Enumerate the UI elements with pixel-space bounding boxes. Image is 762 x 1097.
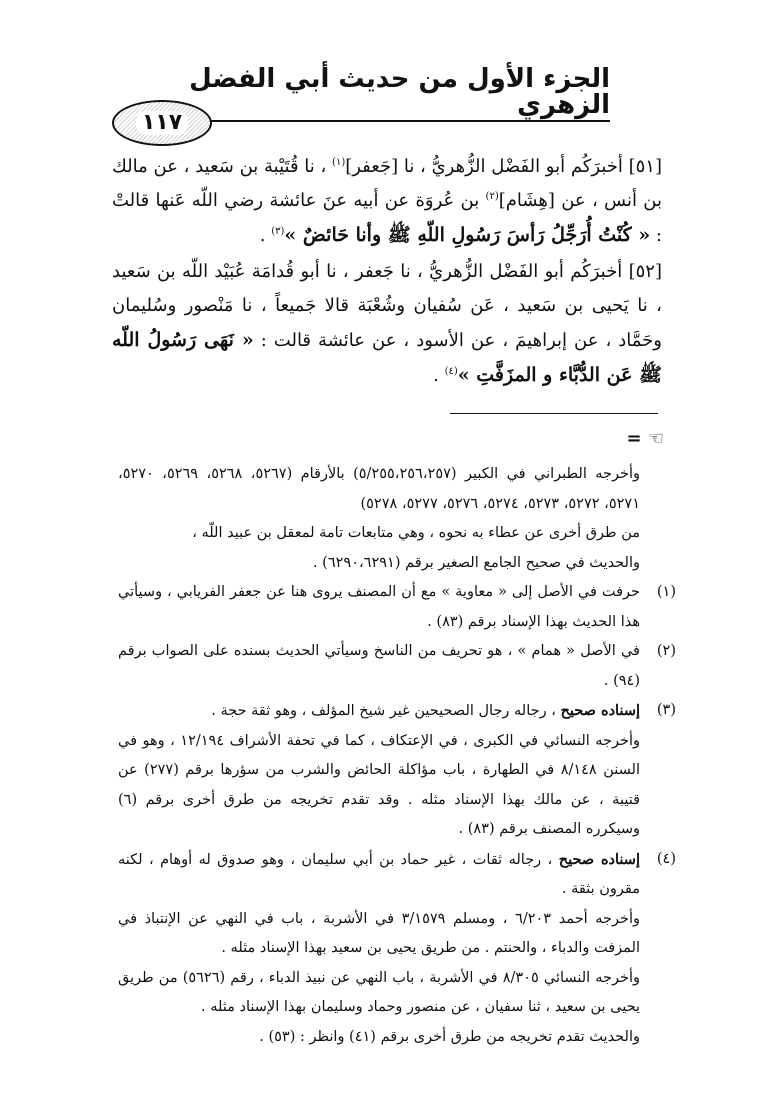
footnote-text: وأخرجه النسائي ٨/٣٠٥ في الأشربة ، باب النهي عن نبيذ الدباء ، رقم (٥٦٢٦) من طريق يحيى بن سعيد ، ثنا سفيان ، عن منصور وحماد وسليمان بهذا الإسناد مثله .	[118, 969, 640, 1015]
footnote-text: ، رجاله رجال الصحيحين غير شيخ المؤلف ، وهو ثقة حجة .	[211, 703, 561, 719]
footnote-ref[interactable]: (٤)	[444, 366, 458, 377]
footnotes	[118, 460, 676, 1052]
footnote-number: (٢)	[656, 643, 676, 659]
footnote-lead	[118, 845, 640, 905]
hadith-number: [٥١]	[628, 156, 662, 177]
main-text	[112, 150, 662, 395]
isnad-grade: إسناده صحيح	[558, 850, 640, 868]
hadith-text: بن عُروَة عن أبيه عنَ عائشة رضي اللّه عَنها قالتْ :	[112, 190, 662, 246]
hadith-text: ، نا قُتَيْبة بن سَعيد ، عن مالك بن أنس ، عن [هِشَام]	[112, 156, 662, 211]
hadith-matn: « نَهَى رَسُولُ اللّه ﷺ عَن الدُّبَّاء و المزَفَّتِ »	[112, 329, 662, 386]
footnote-ref[interactable]: (١)	[332, 157, 346, 168]
page-number-badge	[112, 100, 212, 146]
footnote-3	[118, 696, 676, 727]
hadith-52	[112, 255, 662, 393]
hadith-number: [٥٢]	[628, 261, 662, 282]
footnote-divider	[450, 413, 658, 414]
footnote-2	[118, 637, 676, 696]
hadith-text: .	[259, 225, 272, 246]
footnote-text: والحديث تقدم تخريجه من طرق أخرى برقم (٤١) وانظر : (٥٣) .	[259, 1028, 640, 1045]
footnote-text: وأخرجه أحمد ٦/٢٠٣ ، ومسلم ٣/١٥٧٩ في الأشربة ، باب في النهي عن الإنتباذ في المزفت والدباء ، والحنتم . من طريق يحيى بن سعيد بهذا الإسناد مثله .	[118, 910, 641, 956]
footnote-text: وأخرجه النسائي في الكبرى ، في الإعتكاف ، كما في تحفة الأشراف ١٢/١٩٤ ، وهو في السنن ٨/١٤٨ في الطهارة ، باب مؤاكلة الحائض والشرب من سؤرها برقم (٢٧٧) عن قتيبة ، عن مالك بهذا الإسناد مثله . وقد تقدم تخريجه من طرق أخرى برقم (٦) وسيكرره المصنف برقم (٨٣) .	[118, 732, 640, 837]
footnote-number: (٣)	[656, 702, 676, 718]
footnote-ref[interactable]: (٣)	[271, 226, 285, 237]
hadith-text: .	[433, 365, 445, 386]
continuation-mark: = ☜	[626, 428, 664, 449]
footnote-text: حرفت في الأصل إلى « معاوية » مع أن المصنف يروى هنا عن جعفر الفريابي ، وسيأتي هذا الحديث بهذا الإسناد برقم (٨٣) .	[118, 584, 640, 630]
footnote-continuation-line: وأخرجه الطبراني في الكبير (٥/٢٥٥،٢٥٦،٢٥٧) بالأرقام (٥٢٦٧، ٥٢٦٨، ٥٢٦٩، ٥٢٧٠، ٥٢٧١، ٥٢٧٢، ٥٢٧٣، ٥٢٧٤، ٥٢٧٦، ٥٢٧٧، ٥٢٧٨)	[118, 466, 640, 512]
footnote-number: (٤)	[656, 850, 676, 867]
footnote-4	[118, 845, 676, 905]
footnote-1	[118, 578, 676, 637]
header-title: الجزء الأول من حديث أبي الفضل الزهري	[189, 64, 610, 120]
isnad-grade: إسناده صحيح	[560, 702, 640, 719]
footnote-text: ، رجاله ثقات ، غير حماد بن أبي سليمان ، وهو صدوق له أوهام ، لكنه مقرون بثقة .	[118, 851, 640, 897]
hadith-matn: « كُنْتُ أُرَجِّلُ رَأسَ رَسُولِ اللّهِ ﷺ وأنا حَائضٌ »	[284, 224, 651, 246]
footnote-ref[interactable]: (٢)	[485, 191, 499, 202]
header-rule	[200, 120, 610, 122]
footnote-number: (١)	[656, 584, 676, 600]
footnote-continuation-line: والحديث في صحيح الجامع الصغير برقم (٦٢٩٠،٦٢٩١) .	[312, 554, 640, 571]
hadith-text: أخبرَكُم أبو الفَضْل الزُّهريُّ ، نا [جَعفر]	[345, 156, 623, 177]
footnote-text: في الأصل « همام » ، هو تحريف من الناسخ وسيأتي الحديث بسنده على الصواب برقم (٩٤) .	[118, 643, 640, 689]
footnote-lead	[118, 696, 640, 727]
hadith-text: أخبرَكُم أبو الفَضْل الزُّهريُّ ، نا جَعفر ، نا أبو قُدامَة عُبَيْد اللّه بن سَعيد ، نا يَحيى بن سَعيد ، عَن سُفيان وشُعْبَة قالا جَميعاً ، نا مَنْصور وسُليمان وحَمَّاد ، عن إبراهيمَ ، عن الأسود ، عن عائشة قالت :	[112, 261, 662, 351]
footnote-continuation-line: من طرق أخرى عن عطاء به نحوه ، وهي متابعات تامة لمعقل بن عبيد اللّه ،	[192, 525, 640, 541]
hadith-51	[112, 150, 662, 253]
page-number: ١١٧	[136, 111, 188, 135]
